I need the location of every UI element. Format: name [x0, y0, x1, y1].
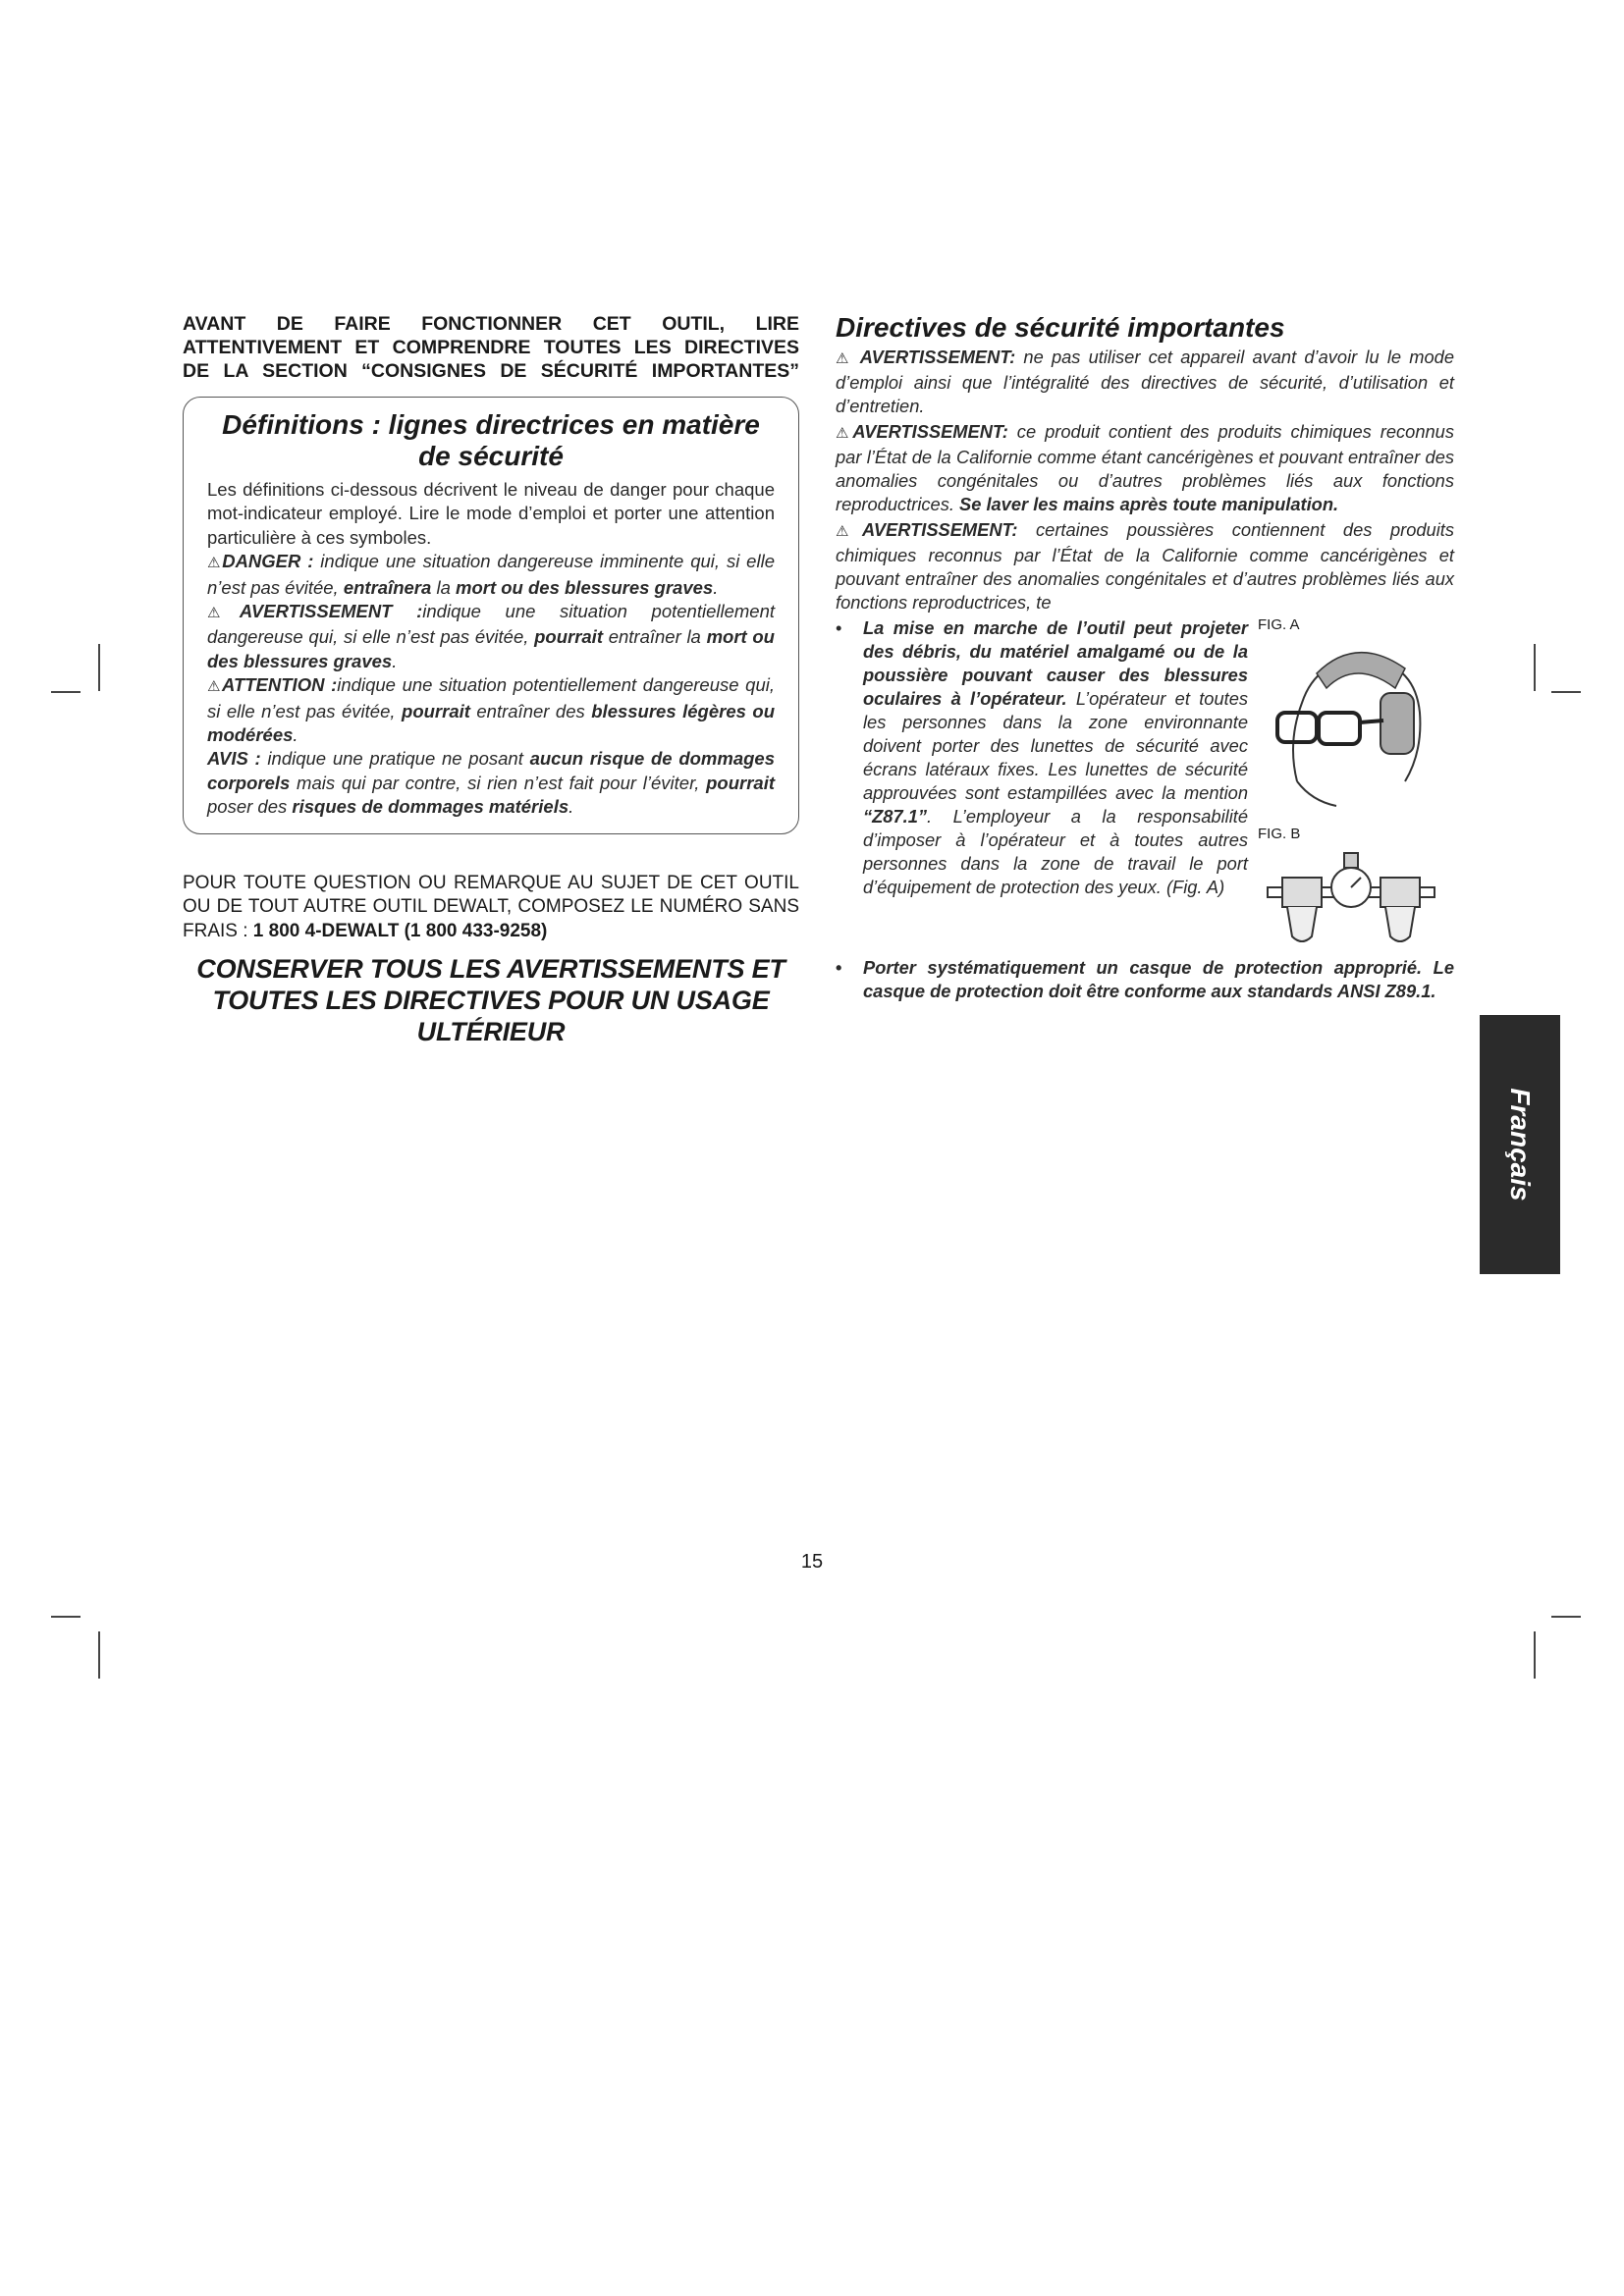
definition-emphasis: mort ou des blessures graves [207, 626, 775, 671]
warning-text: certaines poussières contiennent des produits chimiques reconnus par l’État de la Californie comme cancérigènes et pouvant entraîner des anomalies congénitales et d’autres problèmes liés aux fonctions reproductrices, te [836, 519, 1454, 613]
bullet-emphasis: Porter systématiquement un casque de protection approprié. Le casque de protection doit être conforme aux standards ANSI Z89.1. [863, 957, 1454, 1001]
crop-mark [1551, 1616, 1581, 1618]
avertissement-label: AVERTISSEMENT : [239, 601, 423, 622]
definition-emphasis: pourrait [706, 772, 775, 793]
page-number: 15 [800, 1551, 824, 1573]
definition-emphasis: risques de dommages matériels [292, 796, 569, 818]
crop-mark [98, 1631, 100, 1679]
definition-text: . [392, 650, 398, 671]
intro-notice [183, 312, 799, 383]
warning-label: AVERTISSEMENT: [852, 421, 1008, 442]
warning-text: ne pas utiliser cet appareil avant d’avoir lu le mode d’emploi ainsi que l’intégralité des directives de sécurité, d’utilisation et d’entretien. [836, 347, 1454, 416]
warning-paragraph [836, 518, 1454, 614]
intro-line: AVANT DE FAIRE FONCTIONNER CET OUTIL, LIRE [183, 313, 799, 335]
crop-mark [98, 644, 100, 691]
bullet-dot: • [836, 957, 842, 978]
crop-mark [1534, 644, 1536, 691]
head-safety-glasses-illustration [1258, 634, 1444, 821]
warning-text: ce produit contient des produits chimiques reconnus par l’État de la Californie comme étant cancérigènes et pouvant entraîner des anomalies congénitales ou d’autres problèmes liés aux fonctions reproductrices. [836, 421, 1454, 514]
definition-avis [207, 747, 775, 819]
definition-text: entraîner la [602, 626, 707, 648]
definitions-title: Définitions : lignes directrices en matière de sécurité [222, 409, 760, 471]
warning-paragraph [836, 420, 1454, 516]
warning-triangle-icon: ⚠ [207, 605, 240, 622]
crop-mark [51, 1616, 81, 1618]
definition-text: . [713, 576, 719, 598]
definition-text: mais qui par contre, si rien n’est fait pour l’éviter, [290, 772, 707, 793]
definition-text: indique une situation potentiellement dangereuse qui, si elle n’est pas évitée, [207, 674, 775, 721]
warning-paragraph [836, 346, 1454, 418]
bullet-eye-protection [836, 616, 1248, 899]
definition-emphasis: pourrait [402, 700, 470, 721]
warning-triangle-icon: ⚠ [207, 678, 222, 696]
warning-triangle-icon: ⚠ [836, 425, 853, 442]
bullet-text: . L’employeur a la responsabilité d’imposer à l’opérateur et à toutes autres personnes dans la zone de travail le port d’équipement de protection des yeux. (Fig. A) [863, 806, 1248, 897]
keep-instructions-notice: CONSERVER TOUS LES AVERTISSEMENTS ET TOUTES LES DIRECTIVES POUR UN USAGE ULTÉRIEUR [196, 954, 785, 1047]
definition-attention [207, 673, 775, 747]
definitions-lead: Les définitions ci-dessous décrivent le niveau de danger pour chaque mot-indicateur employé. Lire le mode d’emploi et porter une attention particulière à ces symboles. [207, 479, 775, 548]
definitions-box [183, 397, 799, 834]
warning-triangle-icon: ⚠ [836, 523, 862, 540]
air-regulator-illustration [1258, 843, 1444, 951]
definition-emphasis: aucun risque de dommages corporels [207, 748, 775, 793]
left-column [183, 312, 799, 1047]
definition-text: indique une situation potentiellement dangereuse qui, si elle n’est pas évitée, [207, 601, 775, 648]
warning-label: AVERTISSEMENT: [859, 347, 1016, 367]
definition-text: entraîner des [469, 700, 592, 721]
right-column [836, 312, 1454, 1005]
warning-emphasis: Se laver les mains après toute manipulation. [959, 494, 1339, 514]
definition-emphasis: pourrait [534, 626, 603, 648]
bullet-head-protection [836, 956, 1454, 1003]
definition-text: poser des [207, 796, 293, 818]
avis-label: AVIS : [207, 748, 261, 770]
danger-label: DANGER : [222, 551, 314, 572]
contact-phone: 1 800 4-DEWALT (1 800 433-9258) [252, 920, 548, 941]
definition-emphasis: mort ou des blessures graves [456, 576, 714, 598]
crop-mark [1534, 1631, 1536, 1679]
warning-triangle-icon: ⚠ [836, 350, 852, 367]
contact-notice [183, 872, 799, 944]
intro-line: ATTENTIVEMENT ET COMPRENDRE TOUTES LES DIRECTIVES [183, 337, 799, 358]
definition-avertissement [207, 600, 775, 673]
fig-b-label: FIG. B [1258, 826, 1301, 842]
bullet-with-figures [836, 616, 1454, 956]
bullet-text: L’opérateur et toutes les personnes dans la zone environnante doivent porter des lunettes de sécurité avec écrans latéraux fixes. Les lunettes de sécurité approuvées sont estampillées avec la mention [863, 688, 1249, 803]
figures [1258, 616, 1454, 956]
definition-text: . [568, 796, 574, 818]
definition-text: indique une pratique ne posant [260, 748, 530, 770]
language-tab [1480, 1015, 1560, 1274]
definition-emphasis: entraînera [343, 576, 432, 598]
definition-danger [207, 550, 775, 600]
warning-label: AVERTISSEMENT: [861, 519, 1018, 540]
definition-text: . [293, 724, 298, 746]
language-tab-label: Français [1505, 1088, 1536, 1201]
definition-text: indique une situation dangereuse imminente qui, si elle n’est pas évitée, [207, 551, 775, 598]
definition-text: la [431, 576, 456, 598]
crop-mark [51, 691, 81, 693]
warning-triangle-icon: ⚠ [207, 555, 223, 572]
bullet-emphasis: “Z87.1” [863, 806, 928, 827]
attention-label: ATTENTION : [221, 674, 338, 696]
intro-line: DE LA SECTION “CONSIGNES DE SÉCURITÉ IMPORTANTES” [183, 360, 799, 382]
fig-a-label: FIG. A [1258, 616, 1300, 633]
definition-emphasis: blessures légères ou modérées [207, 700, 776, 746]
bullet-dot: • [836, 617, 842, 638]
section-title: Directives de sécurité importantes [836, 312, 1285, 343]
bullet-emphasis: La mise en marche de l’outil peut projeter des débris, du matériel amalgamé ou de la poussière pouvant causer des blessures oculaires à l’opérateur. [863, 617, 1248, 709]
crop-mark [1551, 691, 1581, 693]
contact-text: POUR TOUTE QUESTION OU REMARQUE AU SUJET DE CET OUTIL OU DE TOUT AUTRE OUTIL DEWALT, COMPOSEZ LE NUMÉRO SANS FRAIS : [183, 872, 799, 941]
